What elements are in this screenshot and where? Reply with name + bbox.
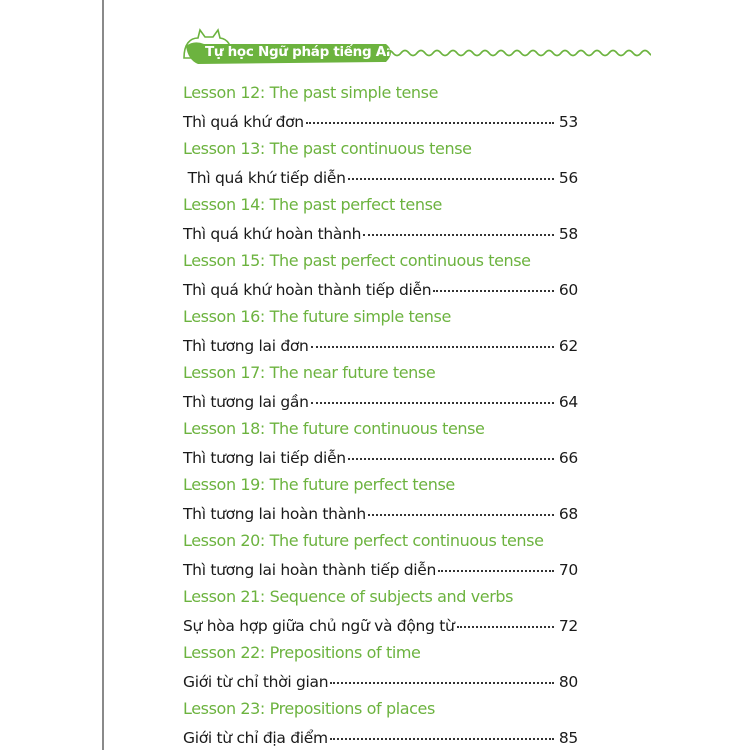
toc-entry bbox=[183, 332, 578, 360]
dot-leader bbox=[363, 234, 554, 236]
dot-leader bbox=[311, 402, 554, 404]
toc-entry-vietnamese-title: Sự hòa hợp giữa chủ ngữ và động từ bbox=[183, 617, 455, 635]
toc-entry bbox=[183, 388, 578, 416]
toc-entry bbox=[183, 220, 578, 248]
toc-entry bbox=[183, 556, 578, 584]
toc-entry-vietnamese-title: Giới từ chỉ thời gian bbox=[183, 673, 329, 691]
toc-lesson-title: Lesson 23: Prepositions of places bbox=[183, 699, 435, 718]
toc-entry bbox=[183, 668, 578, 696]
toc-entry-vietnamese-title: Thì tương lai hoàn thành bbox=[183, 505, 366, 523]
toc-page-number: 53 bbox=[558, 113, 578, 131]
toc-page-number: 80 bbox=[558, 673, 578, 691]
toc-lesson-title: Lesson 17: The near future tense bbox=[183, 363, 436, 382]
toc-entry bbox=[183, 444, 578, 472]
toc-page-number: 70 bbox=[558, 561, 578, 579]
toc-entry bbox=[183, 500, 578, 528]
dot-leader bbox=[330, 738, 554, 740]
toc-page-number: 66 bbox=[558, 449, 578, 467]
toc-lesson-title: Lesson 16: The future simple tense bbox=[183, 307, 451, 326]
toc-entry bbox=[183, 612, 578, 640]
toc-lesson-title: Lesson 21: Sequence of subjects and verbs bbox=[183, 587, 514, 606]
dot-leader bbox=[348, 458, 554, 460]
toc-entry-vietnamese-title: Thì quá khứ hoàn thành tiếp diễn bbox=[183, 281, 432, 299]
toc-lesson-title: Lesson 13: The past continuous tense bbox=[183, 139, 472, 158]
toc-entry-vietnamese-title: Thì tương lai tiếp diễn bbox=[183, 449, 346, 467]
toc-page-number: 62 bbox=[558, 337, 578, 355]
toc-entry bbox=[183, 724, 578, 752]
page-margin-line bbox=[102, 0, 104, 750]
toc-lesson-title: Lesson 15: The past perfect continuous tense bbox=[183, 251, 531, 270]
toc-entry-vietnamese-title: Thì tương lai hoàn thành tiếp diễn bbox=[183, 561, 437, 579]
toc-entry-vietnamese-title: Giới từ chỉ địa điểm bbox=[183, 729, 328, 747]
toc-page-number: 72 bbox=[558, 617, 578, 635]
table-of-contents bbox=[183, 80, 583, 752]
toc-entry-vietnamese-title: Thì tương lai gần bbox=[183, 393, 309, 411]
toc-page-number: 56 bbox=[558, 169, 578, 187]
dot-leader bbox=[348, 178, 554, 180]
toc-lesson-title: Lesson 19: The future perfect tense bbox=[183, 475, 455, 494]
dot-leader bbox=[433, 290, 554, 292]
toc-page-number: 64 bbox=[558, 393, 578, 411]
toc-entry-vietnamese-title: Thì quá khứ đơn bbox=[183, 113, 304, 131]
dot-leader bbox=[368, 514, 554, 516]
wave-line-icon bbox=[385, 46, 651, 60]
dot-leader bbox=[457, 626, 554, 628]
running-header bbox=[180, 24, 650, 76]
dot-leader bbox=[438, 570, 554, 572]
toc-entry-vietnamese-title: Thì tương lai đơn bbox=[183, 337, 309, 355]
toc-page-number: 68 bbox=[558, 505, 578, 523]
toc-lesson-title: Lesson 22: Prepositions of time bbox=[183, 643, 421, 662]
header-title: Tự học Ngữ pháp tiếng Anh cơ bản bbox=[205, 44, 458, 60]
toc-lesson-title: Lesson 20: The future perfect continuous tense bbox=[183, 531, 544, 550]
toc-lesson-title: Lesson 18: The future continuous tense bbox=[183, 419, 485, 438]
dot-leader bbox=[306, 122, 554, 124]
dot-leader bbox=[330, 682, 554, 684]
toc-entry bbox=[183, 108, 578, 136]
toc-lesson-title: Lesson 12: The past simple tense bbox=[183, 83, 439, 102]
toc-page-number: 58 bbox=[558, 225, 578, 243]
toc-entry bbox=[183, 276, 578, 304]
toc-page-number: 60 bbox=[558, 281, 578, 299]
toc-lesson-title: Lesson 14: The past perfect tense bbox=[183, 195, 442, 214]
toc-entry-vietnamese-title: Thì quá khứ tiếp diễn bbox=[183, 169, 346, 187]
toc-entry-vietnamese-title: Thì quá khứ hoàn thành bbox=[183, 225, 362, 243]
dot-leader bbox=[311, 346, 554, 348]
toc-entry bbox=[183, 164, 578, 192]
toc-page-number: 85 bbox=[558, 729, 578, 747]
